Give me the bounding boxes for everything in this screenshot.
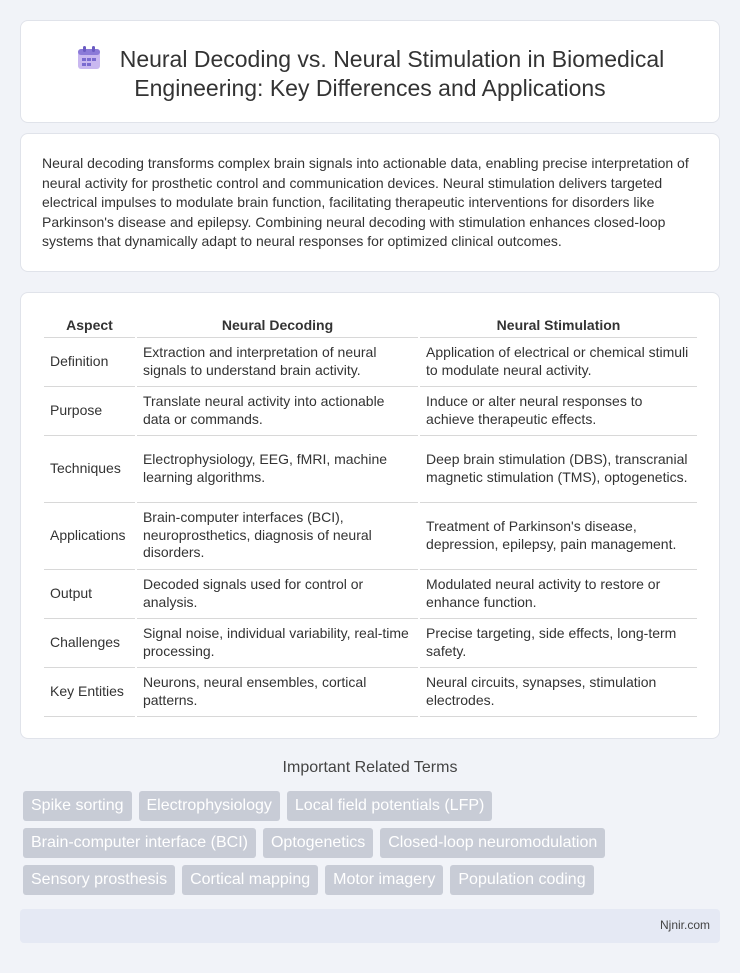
- footer-site[interactable]: Njnir.com: [659, 918, 710, 932]
- row-decoding: Neurons, neural ensembles, cortical patterns.: [137, 668, 418, 717]
- row-stimulation: Deep brain stimulation (DBS), transcranial magnetic stimulation (TMS), optogenetics.: [420, 436, 697, 503]
- term-chip[interactable]: Population coding: [450, 865, 593, 895]
- row-decoding: Signal noise, individual variability, real-time processing.: [137, 619, 418, 668]
- row-aspect: Applications: [44, 503, 135, 570]
- row-stimulation: Precise targeting, side effects, long-term safety.: [420, 619, 697, 668]
- term-chip[interactable]: Closed-loop neuromodulation: [380, 828, 605, 858]
- header-neural-stimulation: Neural Stimulation: [420, 314, 697, 338]
- term-chip[interactable]: Electrophysiology: [139, 791, 280, 821]
- row-decoding: Translate neural activity into actionable data or commands.: [137, 387, 418, 436]
- page-title: [41, 45, 699, 103]
- related-terms: [23, 791, 723, 902]
- row-decoding: Electrophysiology, EEG, fMRI, machine learning algorithms.: [137, 436, 418, 503]
- term-chip[interactable]: Sensory prosthesis: [23, 865, 175, 895]
- row-decoding: Decoded signals used for control or analysis.: [137, 570, 418, 619]
- table-row: [44, 387, 697, 436]
- row-stimulation: Application of electrical or chemical stimuli to modulate neural activity.: [420, 338, 697, 387]
- row-aspect: Challenges: [44, 619, 135, 668]
- title-card: [20, 20, 720, 123]
- comparison-card: [20, 292, 720, 739]
- term-chip[interactable]: Spike sorting: [23, 791, 132, 821]
- calendar-icon: [76, 45, 102, 71]
- row-stimulation: Modulated neural activity to restore or enhance function.: [420, 570, 697, 619]
- header-neural-decoding: Neural Decoding: [137, 314, 418, 338]
- chip-row: [23, 865, 723, 895]
- term-chip[interactable]: Cortical mapping: [182, 865, 318, 895]
- row-decoding: Brain-computer interfaces (BCI), neuroprosthetics, diagnosis of neural disorders.: [137, 503, 418, 570]
- term-chip[interactable]: Optogenetics: [263, 828, 373, 858]
- table-row: [44, 436, 697, 503]
- chip-row: [23, 828, 723, 858]
- row-stimulation: Neural circuits, synapses, stimulation electrodes.: [420, 668, 697, 717]
- row-stimulation: Treatment of Parkinson's disease, depression, epilepsy, pain management.: [420, 503, 697, 570]
- table-row: [44, 619, 697, 668]
- row-aspect: Definition: [44, 338, 135, 387]
- row-aspect: Purpose: [44, 387, 135, 436]
- table-row: [44, 570, 697, 619]
- term-chip[interactable]: Brain-computer interface (BCI): [23, 828, 256, 858]
- term-chip[interactable]: Local field potentials (LFP): [287, 791, 492, 821]
- row-aspect: Techniques: [44, 436, 135, 503]
- page-title-text: Neural Decoding vs. Neural Stimulation in Biomedical Engineering: Key Differences and Applications: [119, 46, 665, 101]
- intro-paragraph: Neural decoding transforms complex brain signals into actionable data, enabling precise interpretation of neural activity for prosthetic control and communication devices. Neural stimulation delivers targeted electrical impulses to modulate brain function, facilitating therapeutic interventions for disorders like Parkinson's disease and epilepsy. Combining neural decoding with stimulation enhances closed-loop systems that dynamically adapt to neural responses for optimized clinical outcomes.: [42, 155, 689, 249]
- footer: [20, 909, 720, 943]
- term-chip[interactable]: Motor imagery: [325, 865, 443, 895]
- chip-row: [23, 791, 723, 821]
- related-terms-title: Important Related Terms: [282, 759, 458, 776]
- table-row: [44, 668, 697, 717]
- row-aspect: Key Entities: [44, 668, 135, 717]
- intro-card: [20, 133, 720, 272]
- row-aspect: Output: [44, 570, 135, 619]
- table-row: [44, 338, 697, 387]
- row-decoding: Extraction and interpretation of neural signals to understand brain activity.: [137, 338, 418, 387]
- comparison-table: [42, 314, 699, 717]
- row-stimulation: Induce or alter neural responses to achieve therapeutic effects.: [420, 387, 697, 436]
- table-header-row: [44, 314, 697, 338]
- table-row: [44, 503, 697, 570]
- header-aspect: Aspect: [44, 314, 135, 338]
